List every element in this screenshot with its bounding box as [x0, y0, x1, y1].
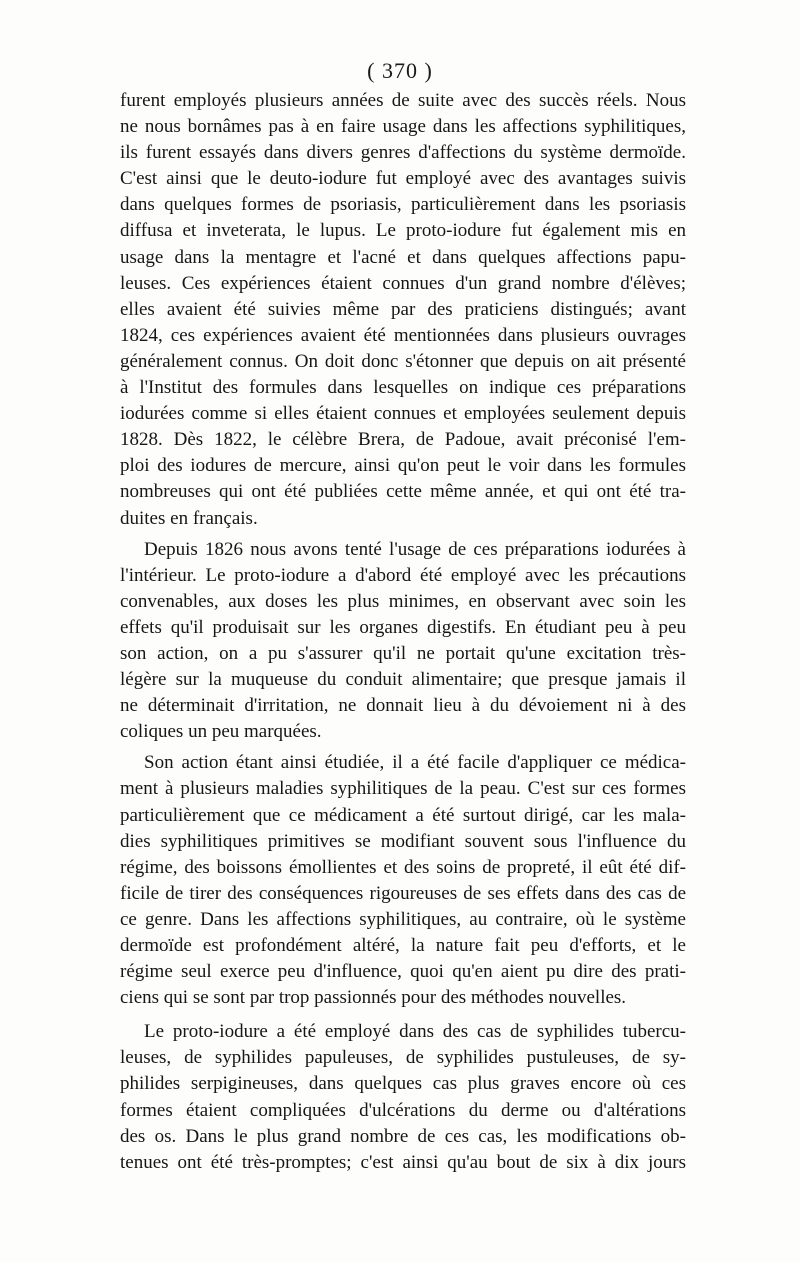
paragraph [120, 1019, 686, 1176]
text-line: ne nous bornâmes pas à en faire usage dans les affections syphilitiques, [120, 116, 686, 138]
paragraph [120, 537, 686, 746]
paragraph [120, 88, 686, 532]
text-line: 1824, ces expériences avaient été mentionnées dans plusieurs ouvrages [120, 324, 686, 346]
text-line: ficile de tirer des conséquences rigoureuses de ses effets dans des cas de [120, 882, 686, 904]
text-line: dermoïde est profondément altéré, la nature fait peu d'efforts, et le [120, 935, 686, 956]
text-line: usage dans la mentagre et l'acné et dans quelques affections papu- [120, 246, 686, 268]
text-line: généralement connus. On doit donc s'étonner que depuis on ait présenté [120, 350, 686, 372]
text-line: des os. Dans le plus grand nombre de ces cas, les modifications ob- [120, 1125, 686, 1147]
text-line: duites en français. [120, 507, 258, 529]
text-line: ment à plusieurs maladies syphilitiques de la peau. C'est sur ces formes [120, 778, 686, 800]
text-line: ciens qui se sont par trop passionnés pour des méthodes nouvelles. [120, 987, 627, 1009]
text-line: Le proto-iodure a été employé dans des cas de syphilides tubercu- [144, 1021, 686, 1043]
text-line: ne déterminait d'irritation, ne donnait lieu à du dévoiement ni à des [120, 695, 686, 717]
text-line: convenables, aux doses les plus minimes, en observant avec soin les [120, 590, 686, 612]
body-text [120, 88, 686, 1176]
text-line: diffusa et inveterata, le lupus. Le proto-iodure fut également mis en [120, 220, 686, 242]
text-line: légère sur la muqueuse du conduit alimentaire; que presque jamais il [120, 669, 686, 691]
text-line: tenues ont été très-promptes; c'est ainsi qu'au bout de six à dix jours [120, 1151, 686, 1173]
text-line: furent employés plusieurs années de suite avec des succès réels. Nous [120, 90, 686, 111]
text-line: son action, on a pu s'assurer qu'il ne portait qu'une excitation très- [120, 642, 686, 664]
text-line: Depuis 1826 nous avons tenté l'usage de ces préparations iodurées à [144, 538, 686, 560]
text-line: à l'Institut des formules dans lesquelles on indique ces préparations [120, 377, 686, 399]
text-line: particulièrement que ce médicament a été surtout dirigé, car les mala- [120, 804, 686, 826]
text-line: formes étaient compliquées d'ulcérations du derme ou d'altérations [120, 1099, 686, 1121]
text-line: ce genre. Dans les affections syphilitiques, au contraire, où le système [120, 908, 686, 930]
text-line: nombreuses qui ont été publiées cette même année, et qui ont été tra- [120, 481, 686, 503]
text-line: iodurées comme si elles étaient connues et employées seulement depuis [120, 403, 686, 425]
text-line: régime, des boissons émollientes et des soins de propreté, il eût été dif- [120, 856, 686, 878]
text-line: dies syphilitiques primitives se modifiant souvent sous l'influence du [120, 830, 686, 852]
text-line: l'intérieur. Le proto-iodure a d'abord été employé avec les précautions [120, 564, 686, 586]
text-line: coliques un peu marquées. [120, 721, 322, 743]
text-line: effets qu'il produisait sur les organes digestifs. En étudiant peu à peu [120, 616, 686, 638]
text-line: 1828. Dès 1822, le célèbre Brera, de Padoue, avait préconisé l'em- [120, 429, 686, 451]
text-line: leuses, de syphilides papuleuses, de syphilides pustuleuses, de sy- [120, 1047, 686, 1069]
text-line: ploi des iodures de mercure, ainsi qu'on peut le voir dans les formules [120, 455, 686, 477]
page-number: ( 370 ) [367, 58, 433, 83]
text-line: régime seul exerce peu d'influence, quoi qu'en aient pu dire des prati- [120, 961, 686, 983]
text-line: ils furent essayés dans divers genres d'affections du système dermoïde. [120, 142, 686, 164]
text-line: leuses. Ces expériences étaient connues d'un grand nombre d'élèves; [120, 272, 686, 294]
text-line: dans quelques formes de psoriasis, particulièrement dans les psoriasis [120, 194, 686, 216]
text-line: Son action étant ainsi étudiée, il a été facile d'appliquer ce médica- [144, 752, 686, 774]
text-line: elles avaient été suivies même par des praticiens distingués; avant [120, 298, 686, 320]
paragraph [120, 750, 686, 1011]
text-line: philides serpigineuses, dans quelques cas plus graves encore où ces [120, 1073, 686, 1095]
text-line: C'est ainsi que le deuto-iodure fut employé avec des avantages suivis [120, 168, 686, 190]
